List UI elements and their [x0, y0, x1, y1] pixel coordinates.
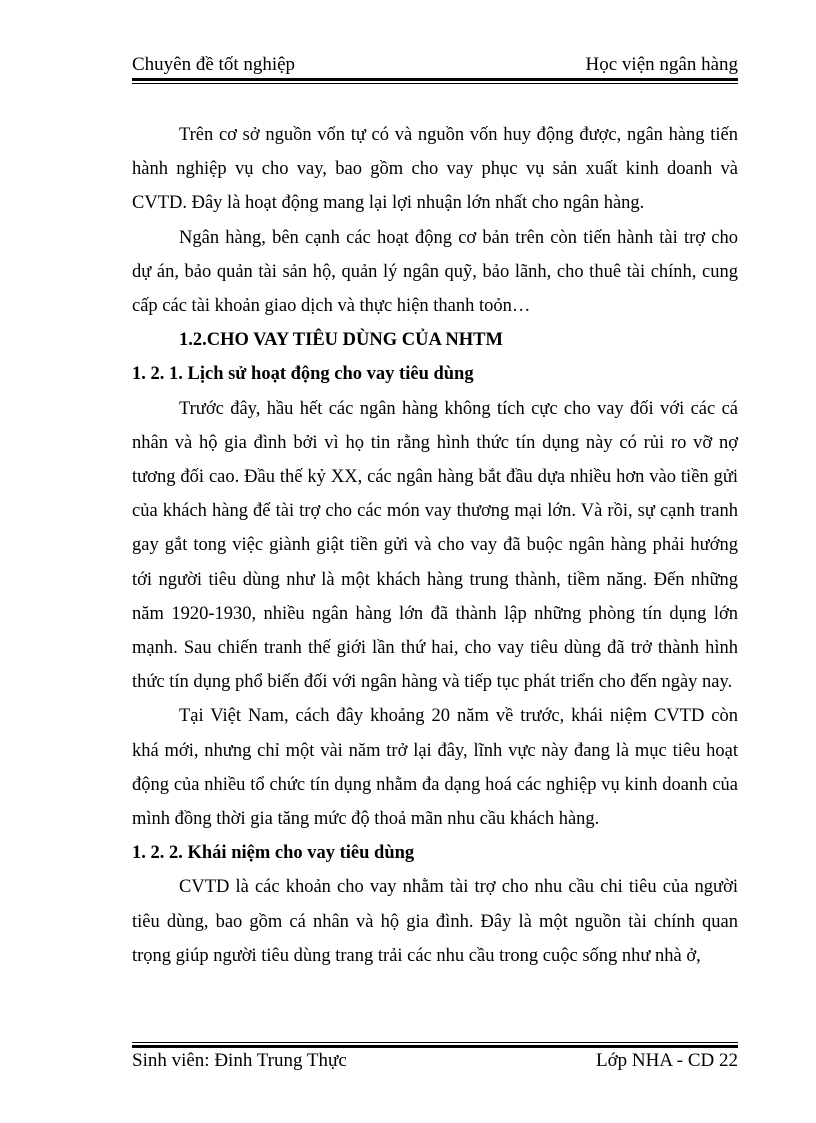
subsection-title-definition: 1. 2. 2. Khái niệm cho vay tiêu dùng [132, 843, 415, 864]
page-footer [132, 1050, 738, 1076]
paragraph-history: Trước đây, hầu hết các ngân hàng không tích cực cho vay đối với các cá nhân và hộ gia đình bởi vì họ tin rằng hình thức tín dụng này có rủi ro vỡ nợ tương đối cao. Đầu thế kỷ XX, các ngân hàng bắt đầu dựa nhiều hơn vào tiền gửi của khách hàng để tài trợ cho các món vay thương mại lớn. Và rồi, sự cạnh tranh gay gắt tong việc giành giật tiền gửi và cho vay đã buộc ngân hàng phải hướng tới người tiêu dùng như là một khách hàng trung thành, tiềm năng. Đến những năm 1920-1930, nhiều ngân hàng lớn đã thành lập những phòng tín dụng lớn mạnh. Sau chiến tranh thế giới lần thứ hai, cho vay tiêu dùng đã trở thành hình thức tín dụng phổ biến đối với ngân hàng và tiếp tục phát triển cho đến ngày nay. [132, 398, 738, 693]
subsection-title-history: 1. 2. 1. Lịch sử hoạt động cho vay tiêu dùng [132, 364, 474, 385]
page-header [132, 50, 738, 80]
section-title: 1.2.CHO VAY TIÊU DÙNG CỦA NHTM [179, 330, 503, 351]
header-divider [132, 78, 738, 84]
paragraph-vietnam: Tại Việt Nam, cách đây khoảng 20 năm về trước, khái niệm CVTD còn khá mới, nhưng chỉ một vài năm trở lại đây, lĩnh vực này đang là mục tiêu hoạt động của nhiều tổ chức tín dụng nhằm đa dạng hoá các nghiệp vụ kinh doanh của mình đồng thời gia tăng mức độ thoả mãn nhu cầu khách hàng. [132, 706, 738, 830]
footer-class: Lớp NHA - CD 22 [596, 1050, 738, 1071]
header-institution: Học viện ngân hàng [585, 54, 738, 75]
header-document-type: Chuyên đề tốt nghiệp [132, 54, 296, 75]
paragraph-lending-operations: Trên cơ sở nguồn vốn tự có và nguồn vốn huy động được, ngân hàng tiến hành nghiệp vụ cho vay, bao gồm cho vay phục vụ sản xuất kinh doanh và CVTD. Đây là hoạt động mang lại lợi nhuận lớn nhất cho ngân hàng. [132, 125, 738, 214]
page-body [132, 118, 738, 973]
footer-student-name: Sinh viên: Đinh Trung Thực [132, 1050, 347, 1071]
footer-divider [132, 1042, 738, 1048]
paragraph-other-services: Ngân hàng, bên cạnh các hoạt động cơ bản trên còn tiến hành tài trợ cho dự án, bảo quản tài sản hộ, quản lý ngân quỹ, bảo lãnh, cho thuê tài chính, cung cấp các tài khoản giao dịch và thực hiện thanh toỏn… [132, 227, 738, 317]
paragraph-definition: CVTD là các khoản cho vay nhằm tài trợ cho nhu cầu chi tiêu của người tiêu dùng, bao gồm cá nhân và hộ gia đình. Đây là một nguồn tài chính quan trọng giúp người tiêu dùng trang trải các nhu cầu trong cuộc sống như nhà ở, [132, 877, 738, 966]
